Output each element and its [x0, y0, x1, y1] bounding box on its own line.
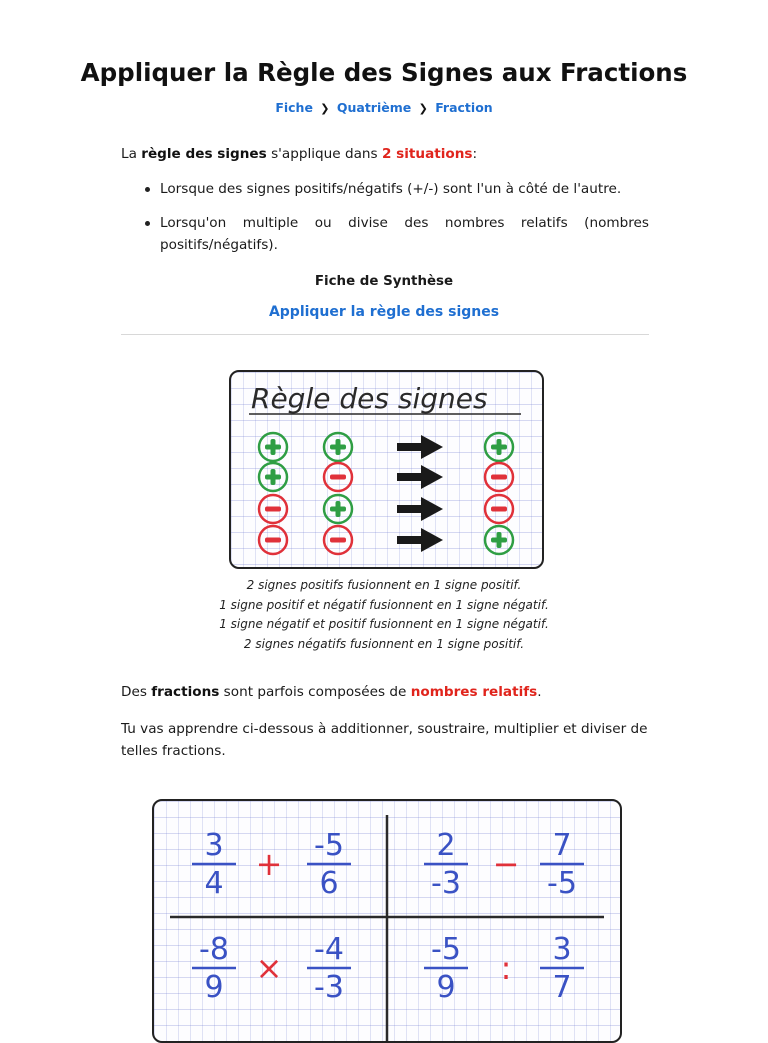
denominator: 4 [204, 866, 224, 901]
list-item: Lorsqu'on multiple ou divise des nombres relatifs (nombres positifs/négatifs). [160, 212, 649, 256]
fraction-left [192, 828, 236, 901]
minus-sign-icon [324, 526, 352, 554]
fractions-image [152, 799, 622, 1043]
plus-sign-icon [259, 433, 287, 461]
operator-symbol: : [500, 949, 512, 987]
fraction-right [307, 932, 351, 1005]
breadcrumb-separator-icon: ❯ [320, 102, 330, 115]
plus-sign-icon [324, 433, 352, 461]
fraction-left [424, 828, 468, 901]
breadcrumb [0, 100, 768, 115]
denominator: -5 [547, 866, 577, 901]
intro-suffix: : [472, 146, 478, 162]
numerator: -8 [199, 932, 229, 967]
operator-symbol: + [255, 845, 283, 883]
fraction-right [540, 828, 584, 901]
caption-line: 2 signes négatifs fusionnent en 1 signe positif. [243, 636, 525, 651]
breadcrumb-link-fraction[interactable]: Fraction [435, 100, 493, 115]
fraction-expression-top-left [192, 828, 351, 901]
intro-highlight: 2 situations [381, 146, 473, 162]
divider [121, 334, 649, 335]
sign-rule-drawing [231, 372, 542, 567]
arrow-icon [397, 465, 443, 489]
fraction-left [192, 932, 236, 1005]
operator-symbol: − [492, 845, 520, 883]
minus-sign-icon [485, 463, 513, 491]
plus-sign-icon [324, 495, 352, 523]
plus-sign-icon [485, 433, 513, 461]
numerator: 3 [204, 828, 224, 863]
page-title: Appliquer la Règle des Signes aux Fractions [80, 58, 688, 87]
fractions-drawing [154, 801, 620, 1041]
fraction-left [424, 932, 468, 1005]
sign-rule-image [229, 370, 544, 569]
intro-paragraph [121, 143, 649, 165]
intro-bold-term: règle des signes [141, 146, 267, 162]
list-item: Lorsque des signes positifs/négatifs (+/-) sont l'un à côté de l'autre. [160, 178, 649, 200]
arrow-icon [397, 435, 443, 459]
plus-sign-icon [259, 463, 287, 491]
breadcrumb-link-quatrieme[interactable]: Quatrième [336, 100, 412, 115]
fiche-heading: Fiche de Synthèse [314, 274, 454, 289]
numerator: 2 [436, 828, 456, 863]
denominator: 6 [319, 866, 339, 901]
fractions-highlight: nombres relatifs [410, 684, 538, 700]
caption-line: 1 signe négatif et positif fusionnent en 1 signe négatif. [219, 617, 549, 631]
operator-symbol: × [255, 949, 283, 987]
denominator: 9 [204, 970, 224, 1005]
denominator: -3 [314, 970, 344, 1005]
numerator: 7 [552, 828, 572, 863]
denominator: 9 [436, 970, 456, 1005]
arrow-icon [397, 497, 443, 521]
sign-image-title: Règle des signes [251, 382, 488, 415]
fraction-expression-bottom-right [424, 932, 584, 1005]
arrow-icon [397, 528, 443, 552]
fractions-prefix: Des [121, 684, 152, 700]
numerator: -5 [314, 828, 344, 863]
minus-sign-icon [259, 495, 287, 523]
caption-line: 2 signes positifs fusionnent en 1 signe positif. [246, 578, 522, 592]
numerator: 3 [552, 932, 572, 967]
intro-middle: s'applique dans [266, 146, 382, 162]
fraction-right [540, 932, 584, 1005]
fractions-middle: sont parfois composées de [219, 684, 411, 700]
plus-sign-icon [485, 526, 513, 554]
breadcrumb-separator-icon: ❯ [418, 102, 428, 115]
sign-grid [259, 433, 513, 554]
denominator: -3 [431, 866, 461, 901]
fraction-expression-bottom-left [192, 932, 351, 1005]
fraction-right [307, 828, 351, 901]
fractions-bold-term: fractions [151, 684, 220, 700]
denominator: 7 [552, 970, 572, 1005]
fractions-suffix: . [537, 684, 542, 700]
numerator: -5 [431, 932, 461, 967]
sign-rule-caption [0, 576, 768, 654]
intro-prefix: La [121, 146, 142, 162]
breadcrumb-link-fiche[interactable]: Fiche [275, 100, 313, 115]
minus-sign-icon [259, 526, 287, 554]
fraction-expression-top-right [424, 828, 584, 901]
situations-list [121, 178, 649, 268]
numerator: -4 [314, 932, 344, 967]
caption-line: 1 signe positif et négatif fusionnent en 1 signe négatif. [219, 597, 549, 612]
fiche-link[interactable]: Appliquer la règle des signes [268, 304, 500, 320]
minus-sign-icon [324, 463, 352, 491]
learn-paragraph: Tu vas apprendre ci-dessous à additionner, soustraire, multiplier et diviser de telles fractions. [121, 721, 648, 759]
fractions-paragraph [121, 681, 649, 703]
minus-sign-icon [485, 495, 513, 523]
